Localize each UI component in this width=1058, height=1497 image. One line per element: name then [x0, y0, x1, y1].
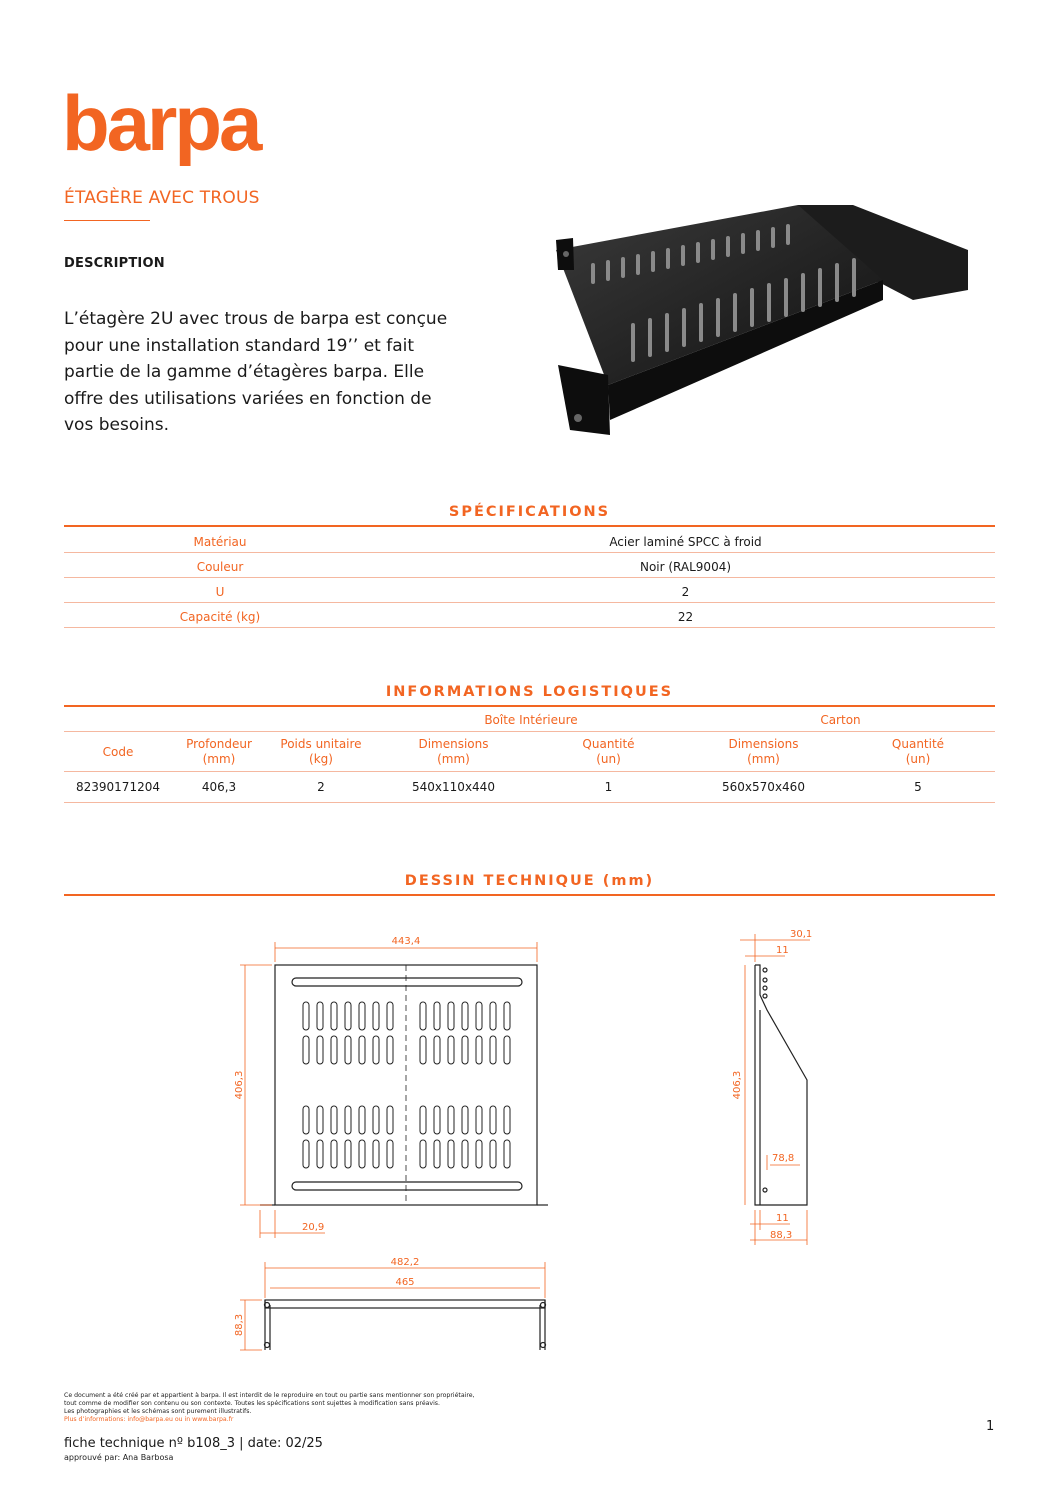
divider	[64, 627, 995, 628]
spec-label: U	[215, 585, 225, 599]
divider	[64, 525, 995, 527]
header-code: Code	[102, 745, 134, 759]
header-carton-quantity: Quantité (un)	[891, 737, 945, 766]
technical-drawing	[230, 920, 830, 1360]
header-inner-dimensions: Dimensions (mm)	[418, 737, 489, 766]
legal-line: Ce document a été créé par et appartient à barpa. Il est interdit de le reproduire en tout ou partie sans mentionner son propriétaire,	[64, 1392, 475, 1399]
header-unit-weight: Poids unitaire (kg)	[280, 737, 362, 766]
header-inner-quantity: Quantité (un)	[582, 737, 635, 766]
barpa-logo	[62, 92, 292, 172]
cell-carton-quantity: 5	[914, 780, 922, 794]
dim-front-height: 88,3	[234, 1313, 245, 1337]
dim-side-bottom2: 88,3	[770, 1230, 793, 1241]
dim-top-width: 443,4	[391, 936, 421, 947]
description-line: vos besoins.	[64, 415, 169, 435]
divider	[64, 771, 995, 772]
legal-line: Les photographies et les schémas sont purement illustratifs.	[64, 1408, 252, 1415]
sheet-reference: fiche technique nº b108_3 | date: 02/25	[64, 1436, 323, 1451]
divider	[64, 894, 995, 896]
logistics-table	[64, 706, 995, 806]
dim-side-top: 30,1	[790, 929, 813, 940]
divider	[64, 731, 995, 732]
spec-value: Acier laminé SPCC à froid	[609, 535, 762, 549]
page-number: 1	[986, 1419, 995, 1434]
logistics-title: INFORMATIONS LOGISTIQUES	[385, 684, 674, 700]
product-title: ÉTAGÈRE AVEC TROUS	[64, 188, 260, 208]
dim-side-bottom: 11	[776, 1213, 789, 1224]
dim-side-depth: 406,3	[732, 1070, 743, 1100]
title-underline	[64, 220, 150, 221]
header-carton-dimensions: Dimensions (mm)	[728, 737, 799, 766]
dim-top-offset: 20,9	[302, 1222, 325, 1233]
svg-text:barpa: barpa	[62, 92, 260, 167]
specifications-title: SPÉCIFICATIONS	[448, 504, 611, 520]
approved-by: approuvé par: Ana Barbosa	[64, 1453, 174, 1462]
description-heading: DESCRIPTION	[64, 256, 165, 271]
spec-row	[64, 553, 995, 578]
spec-value: 22	[677, 610, 694, 624]
description-line: partie de la gamme d’étagères barpa. Elle	[64, 362, 425, 382]
group-inner-box: Boîte Intérieure	[484, 713, 578, 727]
spec-label: Capacité (kg)	[179, 610, 261, 624]
divider	[64, 802, 995, 803]
group-carton: Carton	[820, 713, 861, 727]
header-depth: Profondeur (mm)	[186, 737, 252, 766]
cell-code: 82390171204	[76, 780, 160, 794]
dim-front-inner: 465	[395, 1277, 415, 1288]
cell-unit-weight: 2	[317, 780, 325, 794]
spec-label: Matériau	[193, 535, 247, 549]
dim-side-mid: 78,8	[772, 1153, 795, 1164]
legal-notice	[64, 1392, 584, 1424]
legal-line: tout comme de modifier son contenu ou son contexte. Toutes les spécifications sont sujettes à modification sans préavis.	[64, 1400, 440, 1407]
dim-top-depth: 406,3	[234, 1070, 245, 1100]
spec-row	[64, 528, 995, 553]
spec-value: 2	[681, 585, 690, 599]
spec-row	[64, 578, 995, 603]
dim-front-total: 482,2	[390, 1257, 420, 1268]
description-line: offre des utilisations variées en fonction de	[64, 388, 432, 409]
spec-row	[64, 603, 995, 628]
cell-inner-dimensions: 540x110x440	[412, 780, 495, 794]
spec-value: Noir (RAL9004)	[639, 560, 732, 574]
description-line: pour une installation standard 19’’ et fait	[64, 335, 415, 356]
cell-inner-quantity: 1	[604, 780, 613, 794]
drawing-title: DESSIN TECHNIQUE (mm)	[404, 873, 655, 889]
product-photo	[548, 190, 973, 450]
description-line: L’étagère 2U avec trous de barpa est conçue	[64, 309, 448, 329]
cell-depth: 406,3	[201, 780, 237, 794]
spec-label: Couleur	[196, 560, 244, 574]
description-body	[64, 306, 454, 439]
dim-side-top2: 11	[776, 945, 789, 956]
more-info-link[interactable]: Plus d’informations: info@barpa.eu ou in www.barpa.fr	[64, 1416, 234, 1423]
cell-carton-dimensions: 560x570x460	[722, 780, 805, 794]
